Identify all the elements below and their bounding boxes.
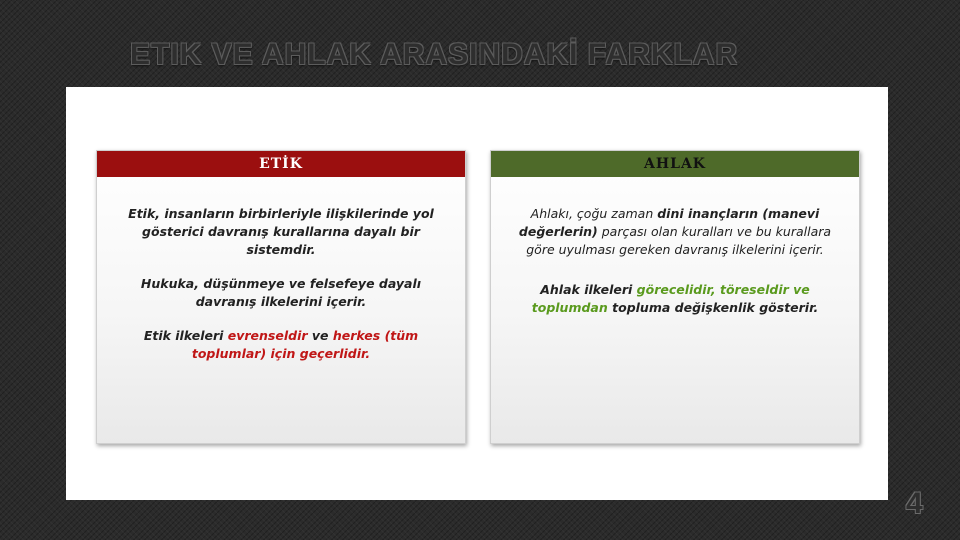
ahlak-header: AHLAK	[491, 151, 859, 177]
etik-card	[96, 150, 466, 444]
ahlak-paragraph-1	[491, 205, 859, 259]
ahlak-paragraph-2	[491, 281, 859, 317]
slide-title: ETIK VE AHLAK ARASINDAKİ FARKLAR	[130, 38, 739, 71]
etik-header: ETİK	[97, 151, 465, 177]
etik-p3-text-2: ve	[307, 328, 333, 343]
etik-paragraph-1: Etik, insanların birbirleriyle ilişkilerinde yol gösterici davranış kurallarına dayalı bir sistemdir.	[128, 206, 434, 257]
etik-p3-text: Etik ilkeleri	[143, 328, 228, 343]
ahlak-p2-highlight: görecelidir, töreseldir ve toplumdan	[531, 282, 810, 315]
ahlak-p1-text: Ahlakı, çoğu zaman	[530, 206, 658, 221]
etik-paragraph-3	[97, 327, 465, 363]
content-panel	[66, 87, 888, 500]
etik-p3-highlight-2: herkes (tüm toplumlar) için geçerlidir.	[191, 328, 419, 361]
ahlak-p2-text-2: topluma değişkenlik gösterir.	[607, 300, 819, 315]
etik-p3-highlight-1: evrenseldir	[227, 328, 308, 343]
page-number: 4	[906, 487, 923, 520]
ahlak-p2-text: Ahlak ilkeleri	[540, 282, 637, 297]
ahlak-p1-bold: dini inançların (manevi değerlerin)	[518, 206, 820, 239]
ahlak-p1-text-2: parçası olan kuralları ve bu kurallara göre uyulması gereken davranış ilkelerini içerir.	[526, 224, 832, 257]
ahlak-card	[490, 150, 860, 444]
etik-paragraph-2: Hukuka, düşünmeye ve felsefeye dayalı davranış ilkelerini içerir.	[140, 276, 422, 309]
